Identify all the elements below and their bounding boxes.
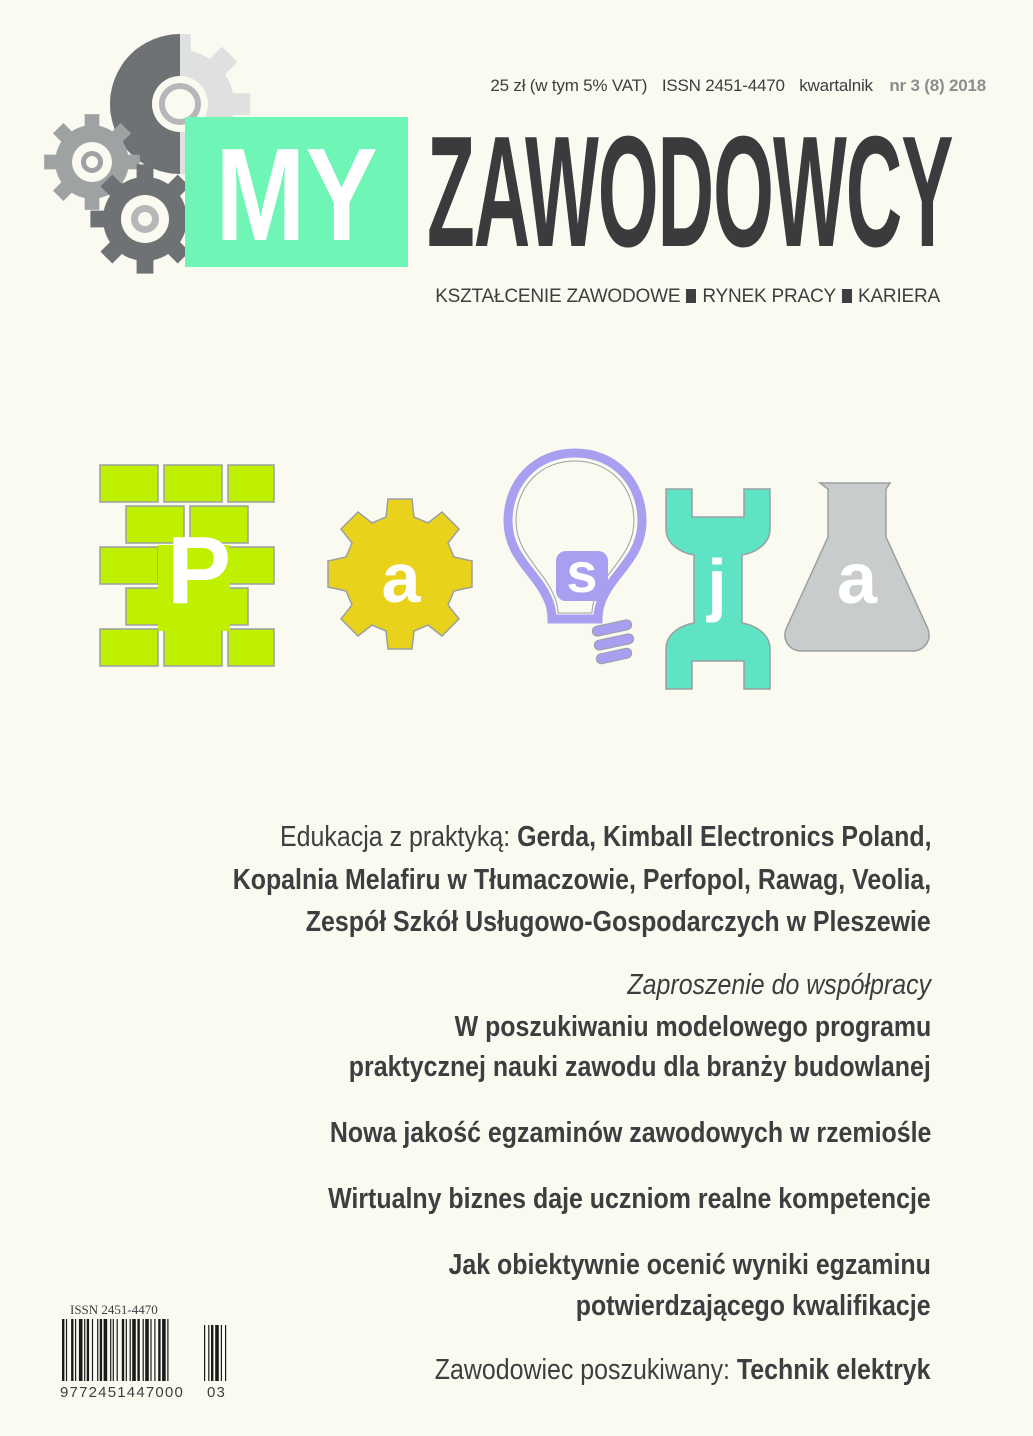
- masthead-title: ZAWODOWCY: [427, 104, 953, 280]
- pasja-graphic: [98, 443, 938, 703]
- headline-education-partners-2: Kopalnia Melafiru w Tłumaczowie, Perfopol, Rawag, Veolia,: [232, 864, 931, 896]
- issue-number: nr 3 (8) 2018: [889, 76, 986, 95]
- subtitle-education: KSZTAŁCENIE ZAWODOWE: [435, 286, 681, 307]
- barcode-addon: 03: [207, 1384, 227, 1401]
- letter-j: j: [707, 545, 727, 623]
- barcode-issn: ISSN 2451-4470: [70, 1302, 158, 1317]
- headline-invitation-label: Zaproszenie do współpracy: [627, 969, 931, 1001]
- subtitle-labour-market: RYNEK PRACY: [702, 286, 836, 307]
- headline-exam-results-1: Jak obiektywnie ocenić wyniki egzaminu: [448, 1249, 931, 1281]
- price: 25 zł (w tym 5% VAT): [490, 76, 648, 95]
- barcode-number: 9772451447000: [60, 1384, 185, 1401]
- headline-exam-results-2: potwierdzającego kwalifikacje: [576, 1290, 931, 1322]
- headline-education-partners-3: Zespół Szkół Usługowo-Gospodarczych w Pleszewie: [305, 906, 931, 938]
- barcode-icon: [62, 1301, 242, 1385]
- subtitle-career: KARIERA: [857, 286, 940, 307]
- letter-a-flask: a: [836, 539, 878, 619]
- square-bullet-icon: [686, 289, 696, 303]
- masthead-subtitle: [435, 286, 940, 308]
- headline-education-partners-1: Edukacja z praktyką: Gerda, Kimball Electronics Poland,: [279, 821, 931, 853]
- headline-virtual-business: Wirtualny biznes daje uczniom realne kompetencje: [328, 1183, 931, 1215]
- issue-info: [480, 76, 986, 96]
- letter-a: a: [381, 539, 421, 617]
- headline-exam-quality: Nowa jakość egzaminów zawodowych w rzemiośle: [329, 1117, 931, 1149]
- masthead-my-box: [185, 117, 408, 267]
- headline-model-program-2: praktycznej nauki zawodu dla branży budowlanej: [348, 1051, 931, 1083]
- letter-s: s: [566, 541, 598, 604]
- letter-p: P: [166, 517, 232, 624]
- issn: ISSN 2451-4470: [661, 76, 785, 95]
- masthead-my: MY: [215, 121, 378, 268]
- headline-model-program-1: W poszukiwaniu modelowego programu: [454, 1011, 931, 1043]
- square-bullet-icon: [842, 289, 852, 303]
- frequency: kwartalnik: [799, 76, 873, 95]
- headline-wanted-profession: Zawodowiec poszukiwany: Technik elektryk: [435, 1354, 931, 1386]
